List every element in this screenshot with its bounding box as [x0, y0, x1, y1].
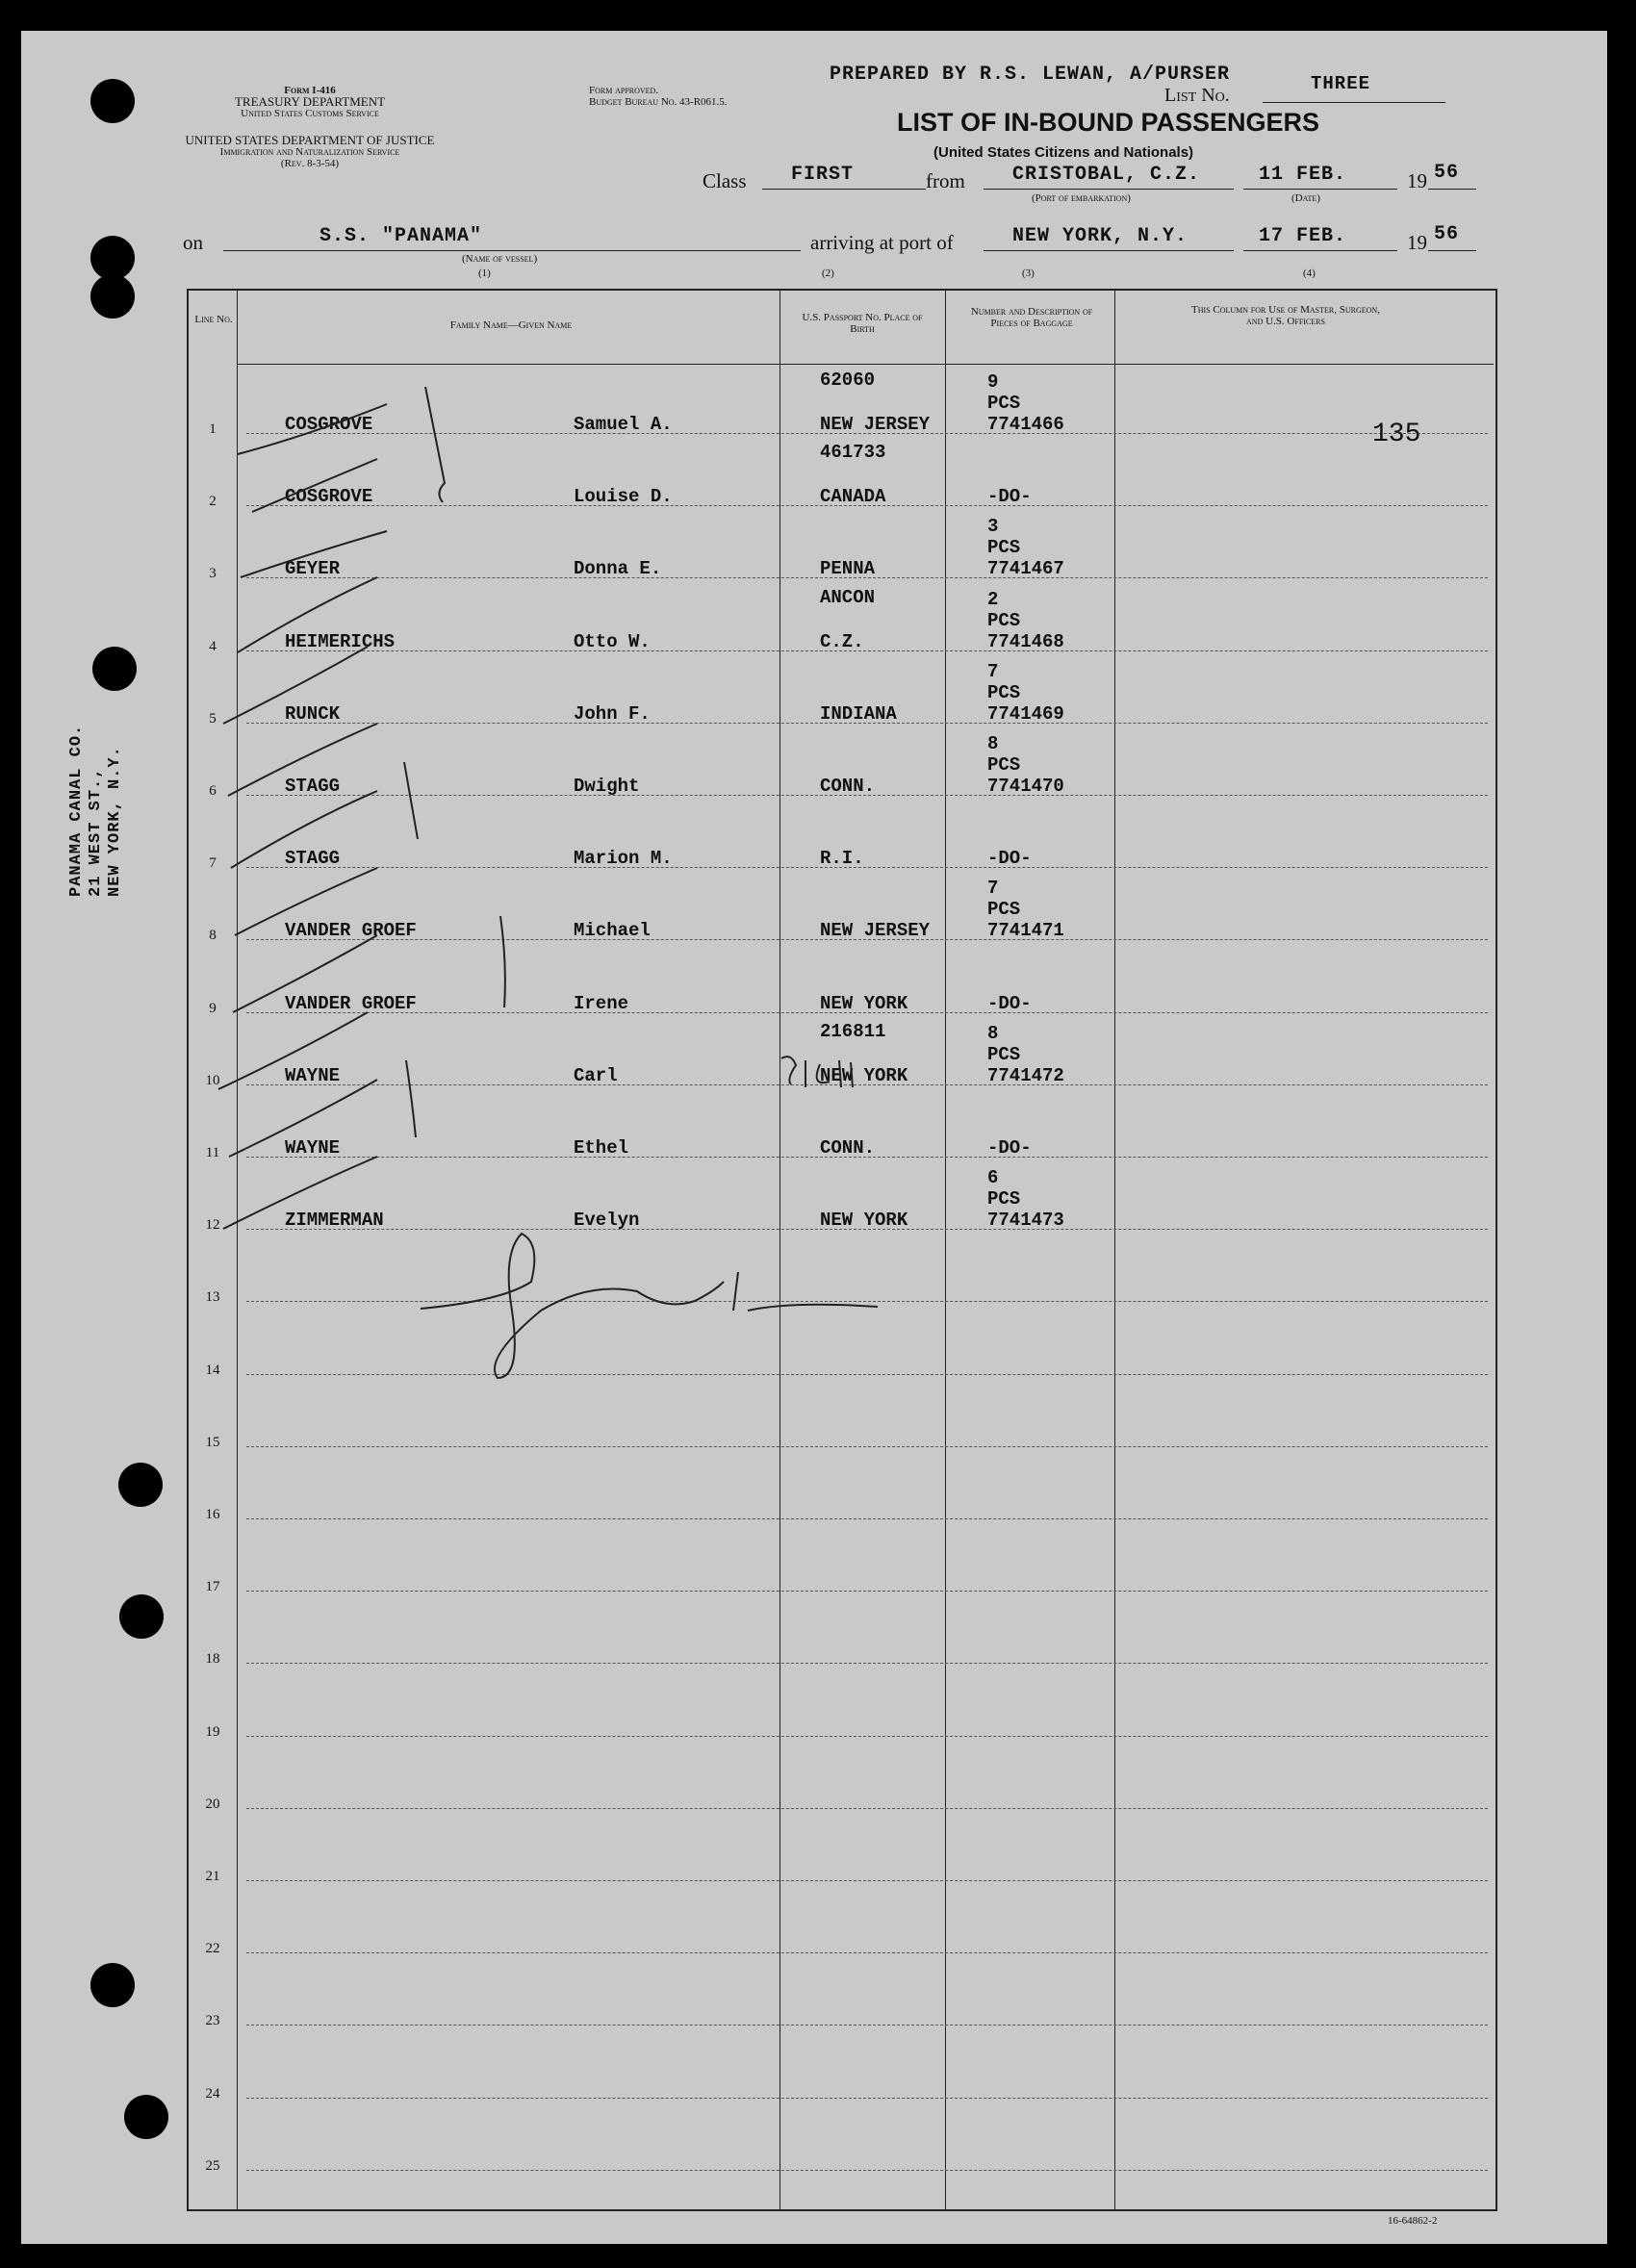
- row-rule: [246, 2170, 1488, 2171]
- doj-block: [175, 135, 445, 169]
- row-rule: [246, 2098, 1488, 2099]
- form-agency-block: [175, 85, 445, 119]
- punch-hole: [118, 1463, 163, 1507]
- port-caption: (Port of embarkation): [1032, 192, 1131, 204]
- line-number: 8: [209, 928, 217, 944]
- class-label: Class: [703, 169, 747, 192]
- line-number: 10: [205, 1072, 220, 1088]
- stamp-line2: 21 WEST ST.,: [87, 767, 105, 897]
- port-embarkation: CRISTOBAL, C.Z.: [1012, 164, 1201, 186]
- header-officers: This Column for Use of Master, Surgeon, and U.S. Officers: [1191, 304, 1380, 327]
- cell-bag3: 7741470: [987, 776, 1064, 797]
- cell-family: RUNCK: [285, 702, 341, 725]
- cell-family: WAYNE: [285, 1137, 341, 1159]
- line-number: 21: [205, 1869, 220, 1884]
- row-rule: [246, 1446, 1488, 1447]
- cell-bag3: -DO-: [987, 486, 1032, 508]
- cell-birth: CANADA: [820, 486, 886, 508]
- cell-bag1: 8: [987, 733, 999, 754]
- row-rule: [246, 1880, 1488, 1881]
- row-rule: [246, 650, 1488, 651]
- cell-bag3: 7741469: [987, 702, 1064, 725]
- line-number: 3: [209, 566, 217, 582]
- cell-birth: NEW YORK: [820, 1210, 908, 1232]
- line-number: 1: [209, 421, 217, 437]
- prepared-by: PREPARED BY R.S. LEWAN, A/PURSER: [830, 64, 1231, 86]
- line-number: 14: [205, 1362, 220, 1378]
- row-rule: [246, 2025, 1488, 2026]
- cell-bag3: 7741468: [987, 630, 1064, 652]
- from-label: from: [926, 169, 965, 192]
- header-line-no: Line No.: [194, 314, 233, 325]
- cell-bag3: -DO-: [987, 1137, 1032, 1159]
- cell-bag3: 7741466: [987, 414, 1064, 435]
- punch-hole: [90, 274, 135, 319]
- cell-bag3: 7741467: [987, 558, 1064, 580]
- form-number: Form I-416: [284, 85, 336, 96]
- agency-treasury: TREASURY DEPARTMENT: [234, 94, 386, 109]
- cell-given: Irene: [574, 992, 629, 1014]
- header-name: Family Name—Given Name: [449, 319, 573, 331]
- row-rule: [246, 1374, 1488, 1375]
- cell-bag2: PCS: [987, 393, 1021, 414]
- cell-bag1: 8: [987, 1022, 999, 1044]
- cell-birth: NEW YORK: [820, 1064, 908, 1086]
- punch-hole: [90, 79, 135, 123]
- cell-bag2: PCS: [987, 537, 1021, 559]
- cell-birth: NEW JERSEY: [820, 414, 931, 435]
- cell-bag2: PCS: [987, 899, 1021, 921]
- cell-family: HEIMERICHS: [285, 630, 396, 652]
- col-num-4: (4): [1303, 268, 1316, 279]
- col-divider: [237, 291, 238, 2209]
- form-title: LIST OF IN-BOUND PASSENGERS: [897, 108, 1320, 137]
- cell-birth: CONN.: [820, 776, 876, 797]
- cell-birth: NEW JERSEY: [820, 920, 931, 942]
- cell-family: COSGROVE: [285, 414, 373, 435]
- cell-bag3: 7741471: [987, 920, 1064, 942]
- cell-given: Samuel A.: [574, 414, 673, 435]
- arrival-date: 17 FEB.: [1259, 225, 1347, 247]
- line-number: 5: [209, 710, 217, 726]
- vessel-name: S.S. "PANAMA": [320, 225, 483, 247]
- cell-given: Carl: [574, 1064, 618, 1086]
- company-stamp: [67, 725, 125, 897]
- cell-bag1: 6: [987, 1167, 999, 1189]
- punch-hole: [92, 647, 137, 691]
- row-rule: [246, 1518, 1488, 1519]
- cell-given: Otto W.: [574, 630, 651, 652]
- row-rule: [246, 1736, 1488, 1737]
- row-rule: [246, 1591, 1488, 1592]
- list-no-label: List No.: [1164, 85, 1230, 106]
- cell-bag1: 9: [987, 371, 999, 393]
- cell-bag3: 7741472: [987, 1064, 1064, 1086]
- cell-family: WAYNE: [285, 1064, 341, 1086]
- class-underline: [762, 189, 926, 190]
- cell-family: VANDER GROEF: [285, 992, 417, 1014]
- line-number: 19: [205, 1723, 220, 1740]
- row-rule: [246, 1301, 1488, 1302]
- punch-hole: [119, 1594, 164, 1639]
- year1-underline: [1428, 189, 1476, 190]
- vessel-underline: [223, 250, 801, 251]
- header-passport: U.S. Passport No. Place of Birth: [802, 312, 923, 335]
- cell-birth: R.I.: [820, 848, 864, 870]
- cell-bag2: PCS: [987, 609, 1021, 631]
- line-number: 11: [205, 1145, 220, 1160]
- line-number: 25: [205, 2157, 220, 2174]
- year-2: 56: [1434, 223, 1460, 245]
- cell-given: John F.: [574, 702, 651, 725]
- header-bottom-line: [237, 364, 1494, 365]
- cell-given: Marion M.: [574, 848, 673, 870]
- col-num-1: (1): [478, 268, 491, 279]
- cell-passport: 461733: [820, 442, 886, 464]
- line-number: 24: [205, 2085, 220, 2102]
- cell-bag1: 2: [987, 588, 999, 610]
- cell-bag3: -DO-: [987, 848, 1032, 870]
- header-baggage: Number and Description of Pieces of Baggage: [970, 306, 1093, 329]
- port-underline: [984, 189, 1234, 190]
- cell-given: Evelyn: [574, 1210, 640, 1232]
- cell-birth: PENNA: [820, 558, 876, 580]
- class-value: FIRST: [791, 164, 855, 186]
- cell-given: Dwight: [574, 776, 640, 797]
- approval-line2: Budget Bureau No. 43-R061.5.: [589, 96, 728, 108]
- cell-bag1: 7: [987, 660, 999, 682]
- cell-given: Donna E.: [574, 558, 662, 580]
- list-no-underline: [1263, 102, 1445, 103]
- cell-birth: C.Z.: [820, 630, 864, 652]
- line-number: 13: [205, 1289, 220, 1306]
- col-num-3: (3): [1022, 268, 1035, 279]
- cell-bag1: 7: [987, 878, 999, 900]
- year-prefix-1: 19: [1407, 169, 1427, 192]
- line-number: 16: [205, 1507, 220, 1522]
- arrival-date-underline: [1243, 250, 1397, 251]
- cell-bag3: -DO-: [987, 992, 1032, 1014]
- cell-family: COSGROVE: [285, 486, 373, 508]
- cell-bag2: PCS: [987, 681, 1021, 703]
- on-label: on: [183, 231, 203, 254]
- line-number: 9: [209, 1000, 217, 1016]
- cell-family: STAGG: [285, 776, 341, 797]
- approval-line1: Form approved.: [589, 85, 659, 96]
- row-rule: [246, 1808, 1488, 1809]
- agency-ins: Immigration and Naturalization Service: [219, 146, 400, 158]
- footer-code: 16-64862-2: [1388, 2215, 1438, 2227]
- officer-note: 135: [1372, 420, 1421, 449]
- stamp-line3: NEW YORK, N.Y.: [106, 746, 124, 897]
- vessel-caption: (Name of vessel): [462, 253, 538, 265]
- date-caption: (Date): [1291, 192, 1320, 204]
- agency-doj: UNITED STATES DEPARTMENT OF JUSTICE: [185, 133, 435, 147]
- date-underline: [1243, 189, 1397, 190]
- cell-bag3: 7741473: [987, 1210, 1064, 1232]
- arrival-port: NEW YORK, N.Y.: [1012, 225, 1189, 247]
- cell-passport: ANCON: [820, 586, 876, 608]
- punch-hole: [90, 1963, 135, 2007]
- line-number: 4: [209, 638, 217, 654]
- date-embarkation: 11 FEB.: [1259, 164, 1347, 186]
- cell-bag2: PCS: [987, 754, 1021, 776]
- cell-family: VANDER GROEF: [285, 920, 417, 942]
- approval-block: [589, 85, 762, 108]
- cell-bag2: PCS: [987, 1043, 1021, 1065]
- arrival-underline: [984, 250, 1234, 251]
- line-number: 18: [205, 1651, 220, 1668]
- manifest-sheet: [21, 31, 1607, 2244]
- list-no-value: THREE: [1311, 73, 1371, 94]
- line-number: 17: [205, 1579, 220, 1595]
- cell-passport: 62060: [820, 370, 876, 391]
- cell-family: STAGG: [285, 848, 341, 870]
- col-num-2: (2): [822, 268, 834, 279]
- line-number: 6: [209, 783, 217, 799]
- punch-hole: [124, 2095, 168, 2139]
- cell-birth: NEW YORK: [820, 992, 908, 1014]
- cell-given: Ethel: [574, 1137, 629, 1159]
- cell-family: ZIMMERMAN: [285, 1210, 384, 1232]
- line-number: 15: [205, 1434, 220, 1450]
- arriving-label: arriving at port of: [810, 231, 954, 254]
- form-revision: (Rev. 8-3-54): [280, 158, 340, 169]
- agency-customs: United States Customs Service: [241, 108, 379, 119]
- cell-birth: CONN.: [820, 1137, 876, 1159]
- row-rule: [246, 1952, 1488, 1953]
- form-subtitle: (United States Citizens and Nationals): [933, 144, 1194, 161]
- stamp-line1: PANAMA CANAL CO.: [67, 724, 86, 897]
- cell-passport: 216811: [820, 1020, 886, 1042]
- cell-given: Michael: [574, 920, 651, 942]
- year-1: 56: [1434, 162, 1460, 184]
- cell-family: GEYER: [285, 558, 341, 580]
- line-number: 23: [205, 2013, 220, 2029]
- line-number: 20: [205, 1796, 220, 1812]
- year2-underline: [1428, 250, 1476, 251]
- line-number: 2: [209, 494, 217, 510]
- line-number: 12: [205, 1217, 220, 1234]
- cell-given: Louise D.: [574, 486, 673, 508]
- cell-bag2: PCS: [987, 1188, 1021, 1210]
- cell-birth: INDIANA: [820, 702, 897, 725]
- passenger-table: [187, 289, 1497, 2211]
- line-number: 22: [205, 1941, 220, 1957]
- line-number: 7: [209, 855, 217, 872]
- row-rule: [246, 867, 1488, 868]
- row-rule: [246, 1663, 1488, 1664]
- year-prefix-2: 19: [1407, 231, 1427, 254]
- cell-bag1: 3: [987, 516, 999, 538]
